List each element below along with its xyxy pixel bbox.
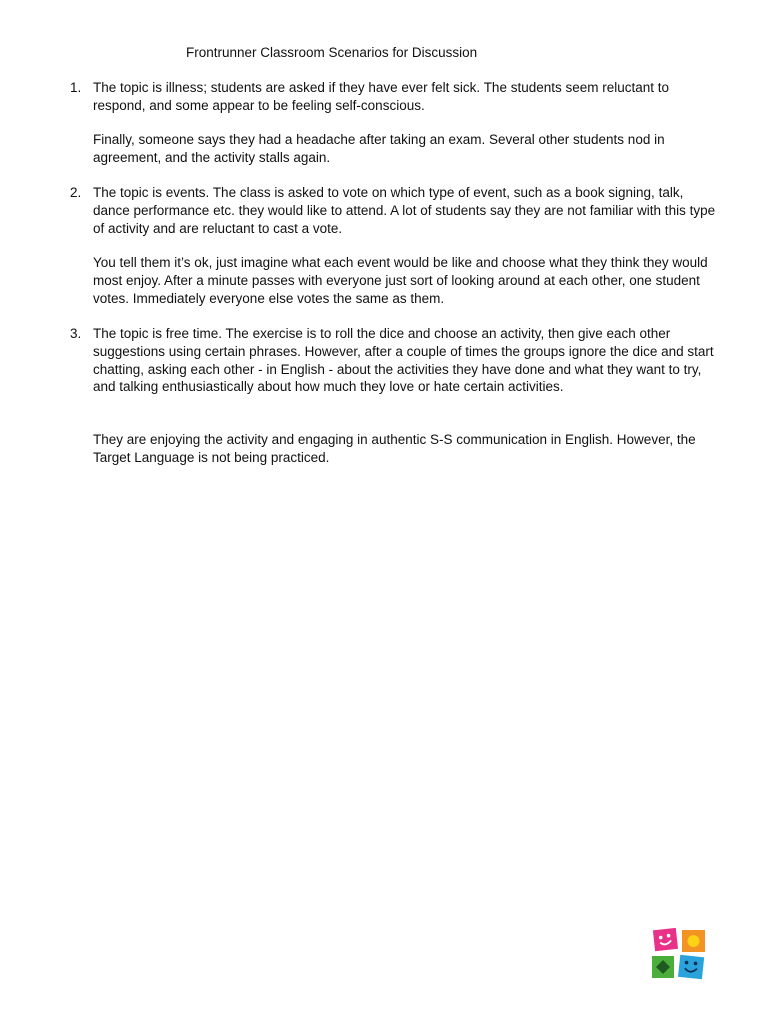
- scenario-paragraph: They are enjoying the activity and engaging in authentic S-S communication in English. However, the Target Language is not being practiced.: [93, 432, 696, 465]
- frontrunner-logo-icon: [650, 926, 708, 982]
- scenario-paragraph: The topic is free time. The exercise is to roll the dice and choose an activity, then give each other suggestions using certain phrases. However, after a couple of times the groups ignore the dice and start chatting, asking each other - in English - about the activities they have done and what they want to try, and talking enthusiastically about how much they love or hate certain activities.: [93, 326, 714, 395]
- document-title: Frontrunner Classroom Scenarios for Discussion: [186, 45, 478, 60]
- scenario-paragraph: The topic is events. The class is asked to vote on which type of event, such as a book signing, talk, dance performance etc. they would like to attend. A lot of students say they are not familiar with this type of activity and are reluctant to cast a vote.: [93, 185, 716, 236]
- scenario-number: 2.: [70, 185, 82, 200]
- scenario-number: 1.: [70, 80, 82, 95]
- scenario-paragraph: You tell them it’s ok, just imagine what each event would be like and choose what they think they would most enjoy. After a minute passes with everyone just sort of looking around at each other, one student votes. Immediately everyone else votes the same as them.: [93, 255, 708, 306]
- scenario-number: 3.: [70, 326, 82, 341]
- scenario-paragraph: Finally, someone says they had a headache after taking an exam. Several other students nod in agreement, and the activity stalls again.: [93, 132, 665, 165]
- scenario-paragraph: The topic is illness; students are asked if they have ever felt sick. The students seem reluctant to respond, and some appear to be feeling self-conscious.: [93, 80, 670, 113]
